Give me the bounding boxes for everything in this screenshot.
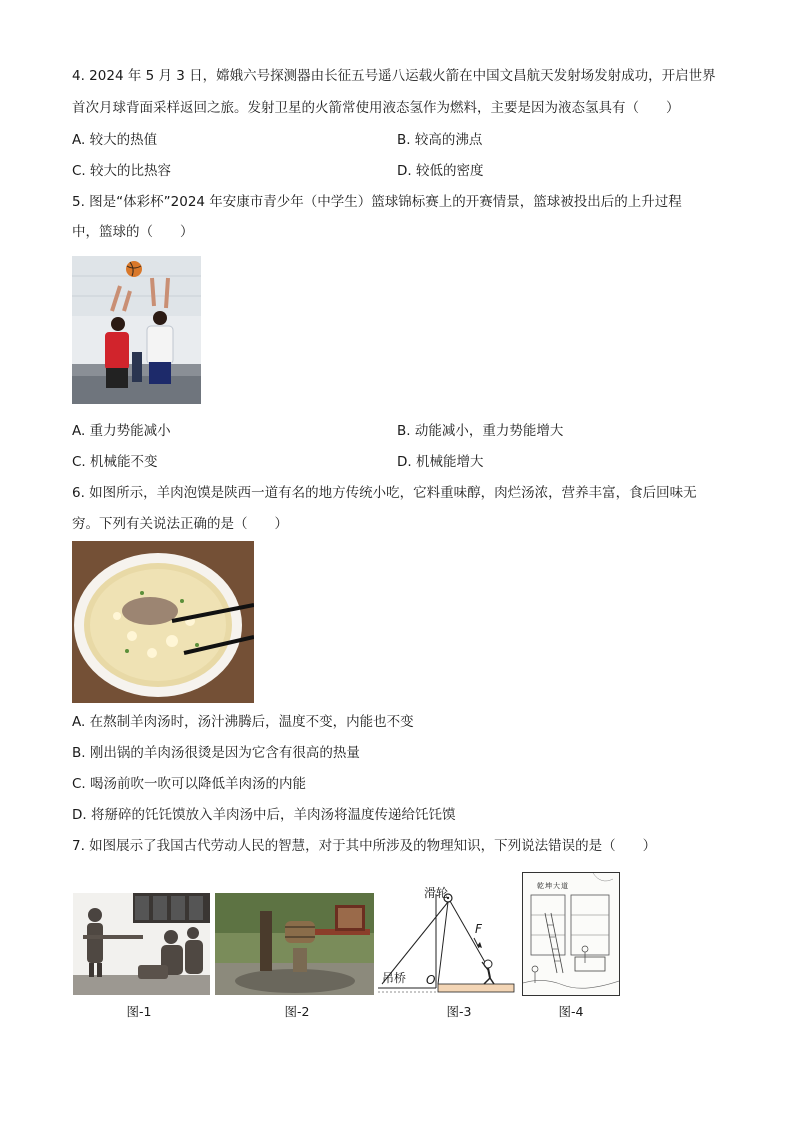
fig1-photo — [73, 893, 210, 995]
fig3-pulley-label: 滑轮 — [423, 886, 449, 900]
q4-option-c: C. 较大的比热容 — [72, 163, 172, 179]
q4-stem-line2: 首次月球背面采样返回之旅。发射卫星的火箭常使用液态氢作为燃料，主要是因为液态氢具有（ ） — [72, 100, 680, 116]
fig4-caption: 图-4 — [558, 1004, 584, 1019]
fig2-caption: 图-2 — [284, 1004, 310, 1019]
fig1-caption: 图-1 — [126, 1004, 152, 1019]
q6-option-d: D. 将掰碎的饦饦馍放入羊肉汤中后，羊肉汤将温度传递给饦饦馍 — [72, 807, 456, 823]
mutton-soup-photo — [72, 541, 254, 703]
q4-option-b: B. 较高的沸点 — [397, 132, 483, 148]
q7-stem-line1: 7. 如图展示了我国古代劳动人民的智慧，对于其中所涉及的物理知识，下列说法错误的是（ ） — [72, 838, 657, 854]
fig3-force-label: F — [475, 922, 482, 936]
q6-stem-line2: 穷。下列有关说法正确的是（ ） — [72, 516, 288, 532]
q5-option-a: A. 重力势能减小 — [72, 423, 171, 439]
fig4-woodblock-print — [522, 872, 620, 996]
basketball-photo — [72, 256, 201, 404]
fig3-caption: 图-3 — [446, 1004, 472, 1019]
q5-stem-line2: 中，篮球的（ ） — [72, 224, 194, 240]
q6-stem-line1: 6. 如图所示，羊肉泡馍是陕西一道有名的地方传统小吃，它料重味醇，肉烂汤浓，营养丰富，食后回味无 — [72, 485, 697, 501]
q6-option-b: B. 刚出锅的羊肉汤很烫是因为它含有很高的热量 — [72, 745, 360, 761]
fig2-photo — [215, 893, 374, 995]
fig3-bridge-label: 吊桥 — [382, 971, 407, 985]
q4-stem-line1: 4. 2024 年 5 月 3 日，嫦娥六号探测器由长征五号遥八运载火箭在中国文昌航天发射场发射成功，开启世界 — [72, 68, 716, 84]
q5-option-d: D. 机械能增大 — [397, 454, 484, 470]
q5-option-b: B. 动能减小，重力势能增大 — [397, 423, 564, 439]
q6-option-c: C. 喝汤前吹一吹可以降低羊肉汤的内能 — [72, 776, 307, 792]
q4-option-d: D. 较低的密度 — [397, 163, 484, 179]
q4-option-a: A. 较大的热值 — [72, 132, 158, 148]
q5-stem-line1: 5. 图是“体彩杯”2024 年安康市青少年（中学生）篮球锦标赛上的开赛情景，篮球被投出后的上升过程 — [72, 194, 682, 210]
fig3-pivot-label: O — [426, 973, 436, 987]
q6-option-a: A. 在熬制羊肉汤时，汤汁沸腾后，温度不变，内能也不变 — [72, 714, 414, 730]
fig3-diagram — [378, 884, 518, 998]
q5-option-c: C. 机械能不变 — [72, 454, 158, 470]
fig4-title: 乾坤大道 — [537, 882, 569, 890]
